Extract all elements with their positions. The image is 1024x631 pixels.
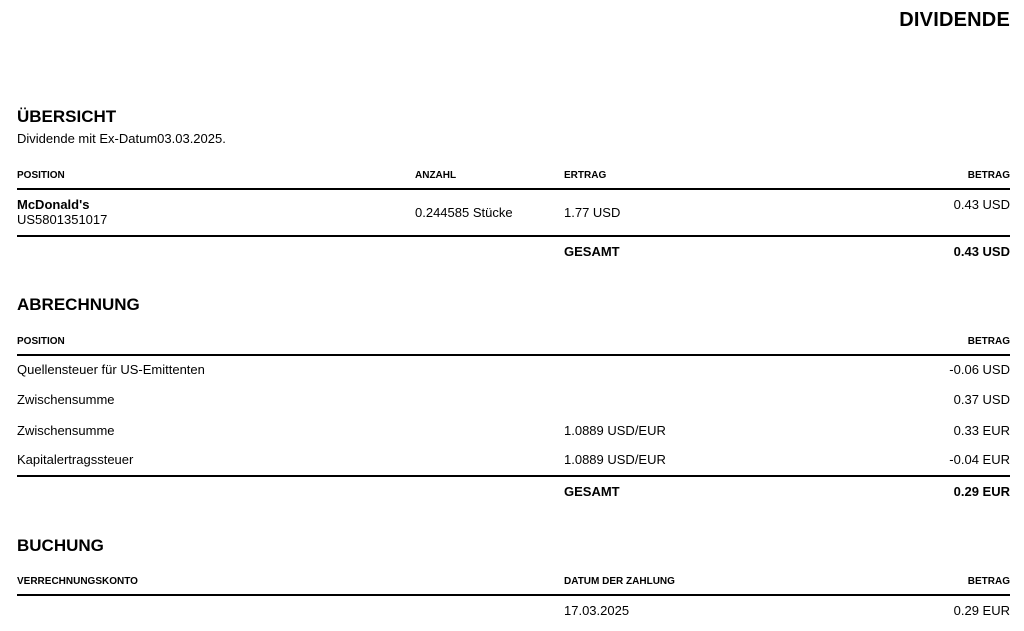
settlement-row-position: Quellensteuer für US-Emittenten xyxy=(17,362,205,377)
booking-header-amount: BETRAG xyxy=(967,576,1010,587)
booking-amount: 0.29 EUR xyxy=(953,603,1010,618)
position-isin: US5801351017 xyxy=(17,212,108,227)
position-name: McDonald's xyxy=(17,197,90,212)
overview-total-amount: 0.43 USD xyxy=(953,244,1010,259)
booking-header-date: DATUM DER ZAHLUNG xyxy=(564,576,675,587)
overview-subtitle: Dividende mit Ex-Datum03.03.2025. xyxy=(17,131,226,146)
settlement-header-position: POSITION xyxy=(17,336,65,347)
overview-header-yield: ERTRAG xyxy=(564,170,607,181)
booking-date: 17.03.2025 xyxy=(564,603,630,618)
settlement-row-position: Kapitalertragssteuer xyxy=(17,452,134,467)
position-amount: 0.43 USD xyxy=(953,197,1010,212)
settlement-row-rate: 1.0889 USD/EUR xyxy=(564,423,666,438)
overview-header-quantity: ANZAHL xyxy=(415,170,457,181)
settlement-row-amount: -0.04 EUR xyxy=(949,452,1010,467)
settlement-row-rate: 1.0889 USD/EUR xyxy=(564,452,666,467)
overview-header-position: POSITION xyxy=(17,170,65,181)
settlement-total-divider xyxy=(17,475,1010,477)
settlement-header-amount: BETRAG xyxy=(967,336,1010,347)
settlement-total-label: GESAMT xyxy=(564,484,620,499)
position-quantity: 0.244585 Stücke xyxy=(415,205,513,220)
settlement-header-divider xyxy=(17,354,1010,356)
overview-header-amount: BETRAG xyxy=(967,170,1010,181)
settlement-row-amount: -0.06 USD xyxy=(949,362,1010,377)
booking-header-account: VERRECHNUNGSKONTO xyxy=(17,576,138,587)
settlement-row-position: Zwischensumme xyxy=(17,423,115,438)
settlement-row-amount: 0.33 EUR xyxy=(953,423,1010,438)
overview-header-divider xyxy=(17,188,1010,190)
document-title: DIVIDENDE xyxy=(899,9,1010,31)
settlement-row-position: Zwischensumme xyxy=(17,392,115,407)
position-yield: 1.77 USD xyxy=(564,205,621,220)
booking-header-divider xyxy=(17,594,1010,596)
overview-section-title: ÜBERSICHT xyxy=(17,107,117,126)
booking-section-title: BUCHUNG xyxy=(17,536,104,555)
overview-total-divider xyxy=(17,235,1010,237)
settlement-row-amount: 0.37 USD xyxy=(953,392,1010,407)
overview-total-label: GESAMT xyxy=(564,244,620,259)
settlement-section-title: ABRECHNUNG xyxy=(17,295,140,314)
settlement-total-amount: 0.29 EUR xyxy=(953,484,1010,499)
